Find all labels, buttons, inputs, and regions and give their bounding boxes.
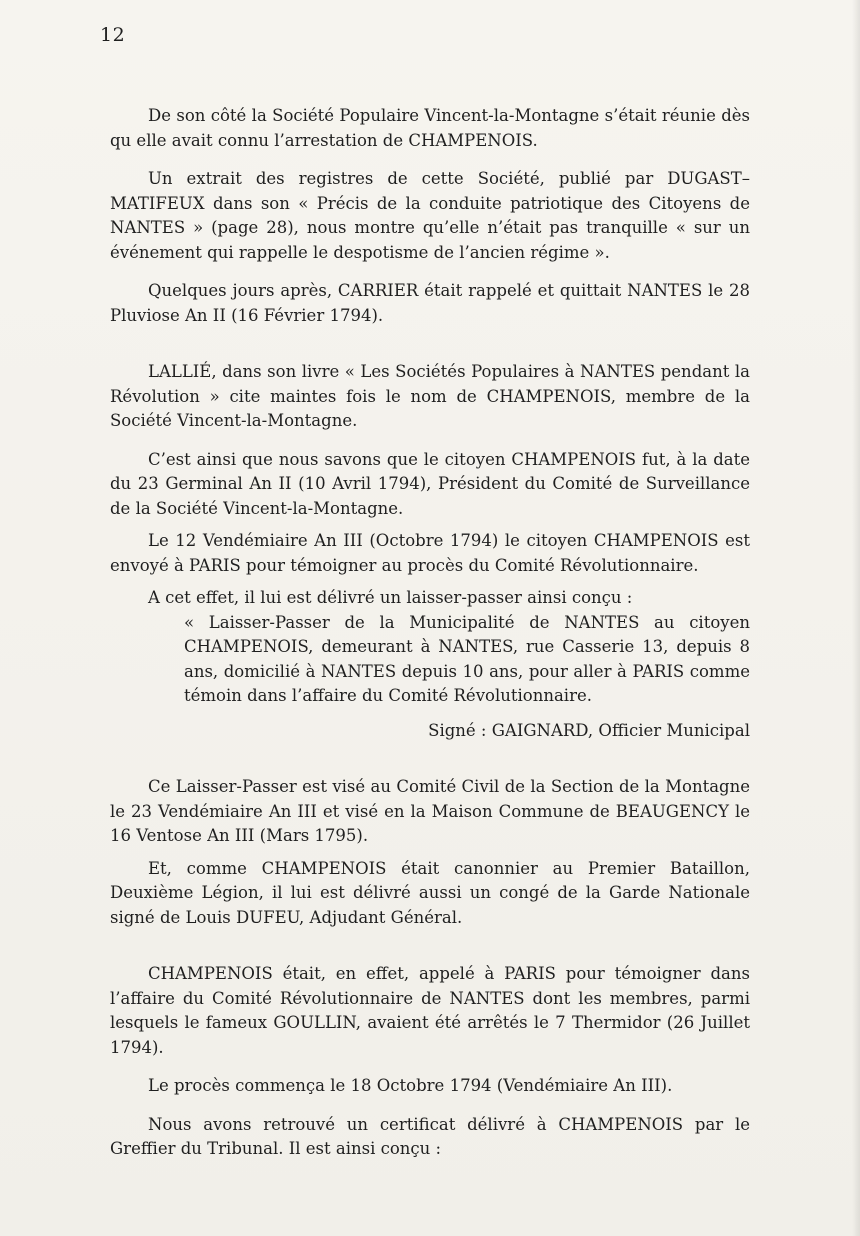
paragraph-11: Le procès commença le 18 Octobre 1794 (Vendémiaire An III). xyxy=(148,1076,673,1095)
paragraph-7: A cet effet, il lui est délivré un laisser-passer ainsi conçu : xyxy=(148,588,633,607)
paragraph-4: LALLIÉ, dans son livre « Les Sociétés Populaires à NANTES pendant la Révolution » cite maintes fois le nom de CHAMPENOIS, membre de la Société Vincent-la-Montagne. xyxy=(110,362,750,430)
page-number: 12 xyxy=(100,24,126,46)
paragraph-1: De son côté la Société Populaire Vincent-la-Montagne s’était réunie dès qu elle avait connu l’arrestation de CHAMPENOIS. xyxy=(110,106,750,150)
signature-line: Signé : GAIGNARD, Officier Municipal xyxy=(428,720,750,740)
paragraph-3: Quelques jours après, CARRIER était rappelé et quittait NANTES le 28 Pluviose An II (16 Février 1794). xyxy=(110,281,750,325)
paragraph-5: C’est ainsi que nous savons que le citoyen CHAMPENOIS fut, à la date du 23 Germinal An II (10 Avril 1794), Président du Comité de Surveillance de la Société Vincent-la-Montagne. xyxy=(110,449,750,518)
paragraph-9: Et, comme CHAMPENOIS était canonnier au Premier Bataillon, Deuxième Légion, il lui est délivré aussi un congé de la Garde Nationale signé de Louis DUFEU, Adjudant Général. xyxy=(110,858,750,927)
page-body xyxy=(110,104,750,1162)
paragraph-8: Ce Laisser-Passer est visé au Comité Civil de la Section de la Montagne le 23 Vendémiaire An III et visé en la Maison Commune de BEAUGENCY le 16 Ventose An III (Mars 1795). xyxy=(110,777,750,845)
laisser-passer-quote: « Laisser-Passer de la Municipalité de NANTES au citoyen CHAMPENOIS, demeurant à NANTES, rue Casserie 13, depuis 8 ans, domicilié à NANTES depuis 10 ans, pour aller à PARIS comme témoin dans l’affaire du Comité Révolutionnaire. xyxy=(184,612,750,705)
paragraph-10: CHAMPENOIS était, en effet, appelé à PARIS pour témoigner dans l’affaire du Comité Révolutionnaire de NANTES dont les membres, parmi lesquels le fameux GOULLIN, avaient été arrêtés le 7 Thermidor (26 Juillet 1794). xyxy=(110,964,750,1057)
paragraph-2: Un extrait des registres de cette Société, publié par DUGAST–MATIFEUX dans son « Précis de la conduite patriotique des Citoyens de NANTES » (page 28), nous montre qu’elle n’était pas tranquille « sur un événement qui rappelle le despotisme de l’ancien régime ». xyxy=(110,169,750,262)
paragraph-12: Nous avons retrouvé un certificat délivré à CHAMPENOIS par le Greffier du Tribunal. Il est ainsi conçu : xyxy=(110,1114,750,1158)
paragraph-6: Le 12 Vendémiaire An III (Octobre 1794) le citoyen CHAMPENOIS est envoyé à PARIS pour témoigner au procès du Comité Révolutionnaire. xyxy=(110,531,750,575)
